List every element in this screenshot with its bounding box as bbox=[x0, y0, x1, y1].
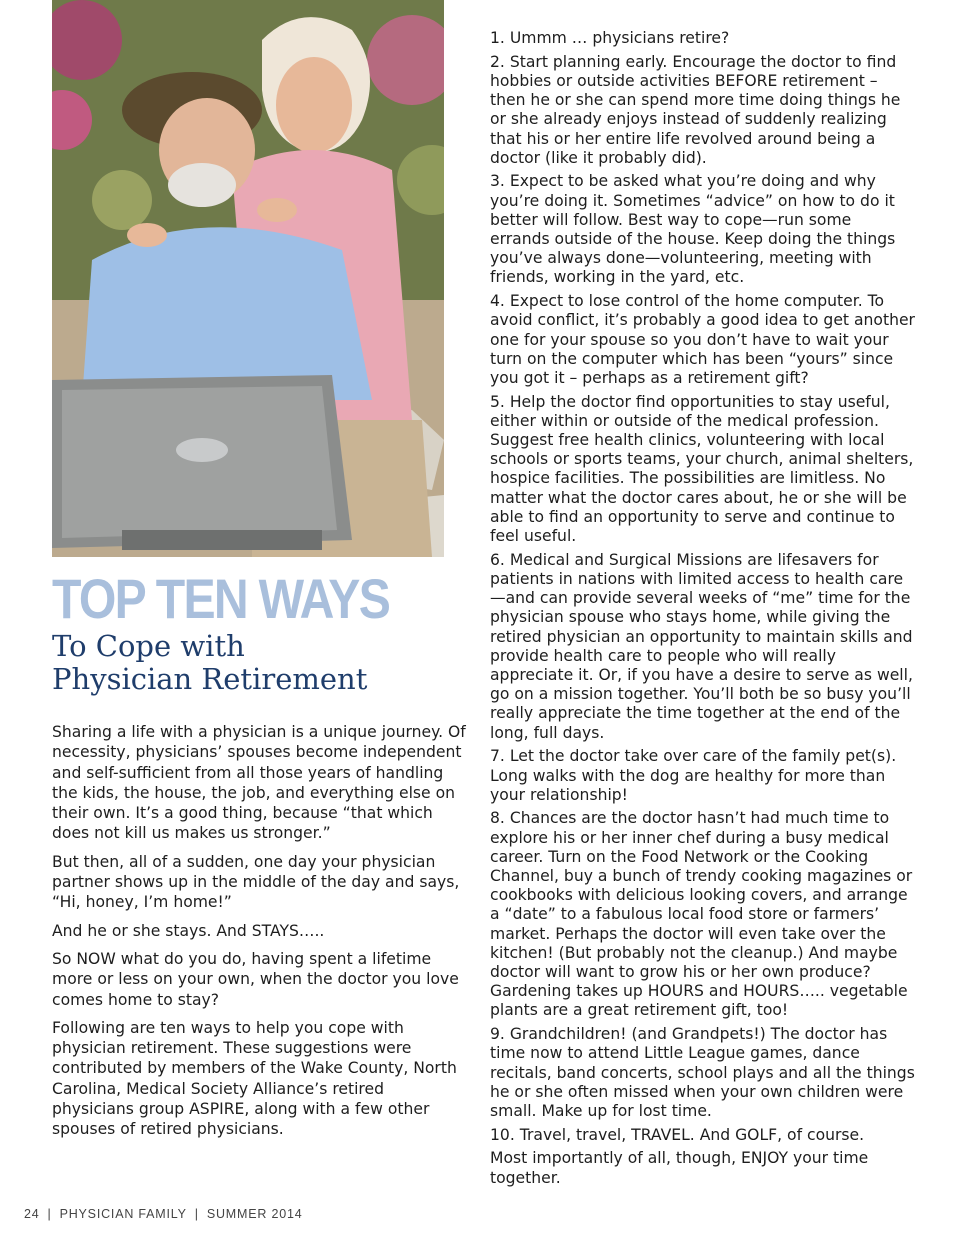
closing-paragraph: Most importantly of all, though, ENJOY your time together. bbox=[490, 1149, 869, 1187]
subhead-line-1: To Cope with bbox=[52, 629, 245, 663]
intro-paragraph: Sharing a life with a physician is a unique journey. Of necessity, physicians’ spouses become independent and self-sufficient from all those years of handling the kids, the house, the job, and everything else on their own. It’s a good thing, because “that which does not kill us makes us stronger.” bbox=[52, 723, 466, 843]
tip-item: 9. Grandchildren! (and Grandpets!) The doctor has time now to attend Little League games, dance recitals, band concerts, school plays and all the things he or she often missed when your own children were small. Make up for lost time. bbox=[490, 1025, 915, 1120]
publication-name: PHYSICIAN FAMILY bbox=[59, 1207, 187, 1221]
article-headline: TOP TEN WAYS bbox=[52, 567, 390, 630]
intro-paragraph: And he or she stays. And STAYS….. bbox=[52, 921, 325, 940]
tip-item: 6. Medical and Surgical Missions are lifesavers for patients in nations with limited access to health care —and can provide several weeks of “me” time for the physician spouse who stays home, while giving the retired physician an opportunity to maintain skills and provide health care to people who will really appreciate it. Or, if you have a desire to serve as well, go on a mission together. You’ll both be so busy you’ll really appreciate the time together at the end of the long, full days. bbox=[490, 550, 913, 742]
intro-paragraph: But then, all of a sudden, one day your physician partner shows up in the middle of the day and says, “Hi, honey, I’m home!” bbox=[52, 852, 460, 912]
subhead-line-2: Physician Retirement bbox=[52, 662, 368, 696]
intro-paragraph: Following are ten ways to help you cope with physician retirement. These suggestions were contributed by members of the Wake County, North Carolina, Medical Society Alliance’s retired physicians group ASPIRE, along with a few other spouses of retired physicians. bbox=[52, 1018, 457, 1139]
footer-separator: | bbox=[47, 1207, 52, 1221]
intro-column bbox=[52, 722, 470, 1148]
tip-item: 1. Ummm … physicians retire? bbox=[490, 29, 730, 47]
tip-item: 8. Chances are the doctor hasn’t had much time to explore his or her inner chef during a busy medical career. Turn on the Food Network or the Cooking Channel, buy a bunch of trendy cooking magazines or cookbooks with delicious looking covers, and arrange a “date” to a fabulous local food store or farmers’ market. Perhaps the doctor will even take over the kitchen! (But probably not the cleanup.) And maybe doctor will want to grow his or her own produce? Gardening takes up HOURS and HOURS….. vegetable plants are a great retirement gift, too! bbox=[490, 809, 913, 1020]
tips-column bbox=[490, 29, 915, 1192]
page-footer bbox=[24, 1207, 302, 1221]
tip-item: 10. Travel, travel, TRAVEL. And GOLF, of course. bbox=[490, 1125, 865, 1144]
tip-item: 4. Expect to lose control of the home computer. To avoid conflict, it’s probably a good idea to get another one for your spouse so you don’t have to wait your turn on the computer which has been “yours” since you got it – perhaps as a retirement gift? bbox=[490, 292, 915, 387]
tip-item: 5. Help the doctor find opportunities to stay useful, either within or outside of the medical profession. Suggest free health clinics, volunteering with local schools or sports teams, your church, animal shelters, hospice facilities. The possibilities are limitless. No matter what the doctor cares about, he or she will be able to find an opportunity to serve and continue to feel useful. bbox=[490, 392, 914, 546]
page-number: 24 bbox=[24, 1207, 40, 1221]
intro-paragraph: So NOW what do you do, having spent a lifetime more or less on your own, when the doctor you love comes home to stay? bbox=[52, 949, 459, 1009]
article-subhead bbox=[52, 630, 462, 696]
tip-item: 2. Start planning early. Encourage the doctor to find hobbies or outside activities BEFORE retirement – then he or she can spend more time doing things he or she already enjoys instead of suddenly realizing that his or her entire life revolved around being a doctor (like it probably did). bbox=[490, 52, 901, 167]
footer-separator: | bbox=[194, 1207, 199, 1221]
issue-label: SUMMER 2014 bbox=[206, 1207, 303, 1221]
tip-item: 7. Let the doctor take over care of the family pet(s). Long walks with the dog are healthy for more than your relationship! bbox=[490, 747, 897, 804]
tip-item: 3. Expect to be asked what you’re doing and why you’re doing it. Sometimes “advice” on how to do it better will follow. Best way to cope—run some errands outside of the house. Keep doing the things you’ve always done—volunteering, meeting with friends, working in the yard, etc. bbox=[490, 172, 896, 287]
article-photo bbox=[52, 0, 444, 557]
